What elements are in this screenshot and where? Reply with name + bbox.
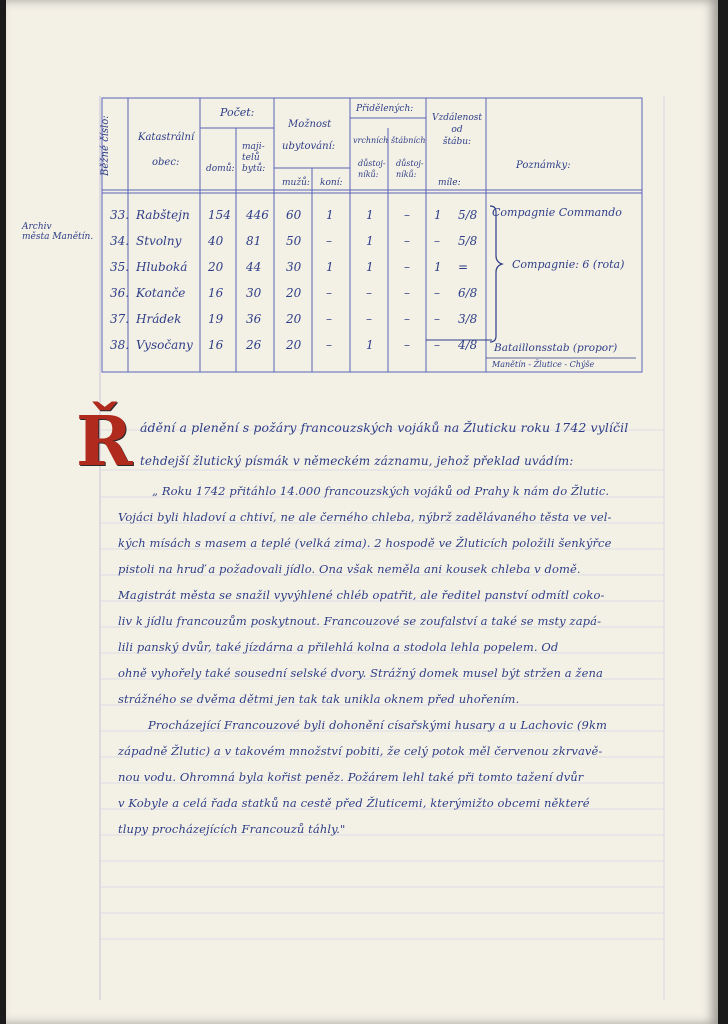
header-koni: koní: [320,178,343,188]
cell-obec: Rabštejn [136,208,190,222]
cell-koni: 1 [326,260,334,274]
text-line: ádění a plenění s požáry francouzských vojáků na Žluticku roku 1742 vylíčil [140,420,629,435]
cell-domu: 16 [208,338,224,352]
cell-domu: 16 [208,286,224,300]
cell-obec: Vysočany [136,338,193,352]
header-poznamky: Poznámky: [516,160,571,171]
note-batallion: Bataillonsstab (propor) [494,342,618,354]
cell-bytu: 446 [246,208,269,222]
text-line: „ Roku 1742 přitáhlo 14.000 francouzských vojáků od Prahy k nám do Žlutic. [152,484,610,498]
cell-vrchnich: 1 [366,234,374,248]
header-vrchnich: vrchních [353,136,389,145]
cell-vrchnich: 1 [366,338,374,352]
cell-bytu: 44 [246,260,262,274]
text-line: liv k jídlu francouzům poskytnout. Francouzové se zoufalství a také se msty zapá- [118,614,602,628]
header-text: níků: [396,170,417,179]
cell-muzu: 30 [286,260,302,274]
header-pocet: Počet: [220,106,255,119]
header-text: ubytování: [282,141,336,152]
header-text: telů [242,153,260,163]
document-page [6,0,718,1024]
cell-muzu: 20 [286,338,302,352]
cell-stabnich: – [404,234,410,248]
header-obec [138,132,194,168]
cell-obec: Stvolny [136,234,182,248]
text-line: kých mísách s masem a teplé (velká zima). 2 hospodě ve Žluticích položili šenkýřce [118,536,612,550]
margin-note-line: města Manětín. [22,232,94,242]
cell-vzdalenost-cele: 1 [434,260,442,274]
cell-number: 34. [110,234,130,248]
header-text: Možnost [288,119,332,130]
cell-koni: 1 [326,208,334,222]
text-line: západně Žlutic) a v takovém množství pobiti, že celý potok měl červenou zkrvavě- [118,744,603,758]
cell-koni: – [326,286,332,300]
cell-stabnich: – [404,338,410,352]
header-text: Katastrální [138,132,195,143]
cell-obec: Hrádek [136,312,182,326]
margin-note-line: Archiv [22,222,52,232]
cell-obec: Hluboká [136,260,188,274]
text-line: nou vodu. Ohromná byla kořist peněz. Požárem lehl také při tomto tažení dvůr [118,770,584,784]
header-dustojniku-vrch [358,158,386,180]
text-line: strážného se dvěma dětmi jen tak tak unikla oknem před uhořením. [118,692,520,706]
cell-bytu: 30 [246,286,262,300]
header-text: štábu: [442,137,472,147]
header-text: důstoj- [396,159,424,168]
cell-stabnich: – [404,312,410,326]
decorated-initial: Ř [76,402,133,482]
header-text: Vzdálenost [431,113,483,123]
text-line: tlupy procházejících Francouzů táhly." [118,822,346,836]
cell-number: 37. [110,312,130,326]
text-line: Vojáci byli hladoví a chtiví, ne ale černého chleba, nýbrž zadělávaného těsta ve vel- [118,510,612,524]
cell-domu: 20 [208,260,224,274]
header-text: níků: [358,170,379,179]
cell-bytu: 36 [246,312,262,326]
cell-vzdalenost-zlomek: 6/8 [458,286,478,300]
header-dustojniku-stab [396,158,424,180]
note-compagnie: Compagnie: 6 (rota) [512,258,625,271]
cell-obec: Kotanče [136,286,186,300]
header-text: bytů: [242,164,266,174]
header-muzu: mužů: [282,178,310,188]
cell-stabnich: – [404,260,410,274]
header-moznost [282,114,336,158]
cell-domu: 154 [208,208,231,222]
note-commando: Compagnie Commando [492,206,622,219]
cell-vzdalenost-zlomek: 4/8 [458,338,478,352]
text-line: tehdejší žlutický písmák v německém záznamu, jehož překlad uvádím: [140,454,574,468]
cell-number: 38. [110,338,130,352]
cell-vzdalenost-zlomek: 5/8 [458,208,478,222]
text-line: Magistrát města se snažil vyvýhlené chléb opatřit, ale ředitel panství odmítl coko- [118,588,605,602]
cell-vrchnich: 1 [366,208,374,222]
cell-koni: – [326,234,332,248]
cell-bytu: 81 [246,234,262,248]
text-line: Procházející Francouzové byli dohonění císařskými husary a u Lachovic (9km [148,718,608,732]
text-line: ohně vyhořely také sousední selské dvory. Strážný domek musel být stržen a žena [118,666,603,680]
cell-vzdalenost-cele: 1 [434,208,442,222]
cell-muzu: 60 [286,208,302,222]
header-mile: míle: [438,178,461,188]
cell-vzdalenost-zlomek: = [458,260,469,274]
cell-vrchnich: – [366,312,372,326]
cell-koni: – [326,338,332,352]
cell-stabnich: – [404,208,410,222]
cell-bytu: 26 [246,338,262,352]
cell-number: 33. [110,208,130,222]
text-line: v Kobyle a celá řada statků na cestě před Žluticemi, kterýmižto obcemi některé [118,796,590,810]
note-batallion-sub: Manětín - Žlutice - Chýše [492,360,595,369]
cell-muzu: 20 [286,312,302,326]
header-stabnich: štábních [391,136,426,145]
cell-number: 36. [110,286,130,300]
cell-vzdalenost-zlomek: 5/8 [458,234,478,248]
header-vzdalenost [430,112,484,148]
cell-vrchnich: 1 [366,260,374,274]
cell-vzdalenost-cele: – [434,234,440,248]
cell-vrchnich: – [366,286,372,300]
cell-domu: 40 [208,234,224,248]
cell-muzu: 50 [286,234,302,248]
header-domu: domů: [206,164,235,174]
cell-vzdalenost-cele: – [434,286,440,300]
text-line: lili panský dvůr, také jízdárna a přilehlá kolna a stodola lehla popelem. Od [118,640,559,654]
header-majitelu [242,142,265,175]
cell-number: 35. [110,260,130,274]
header-text: obec: [152,157,180,168]
cell-vzdalenost-cele: – [434,338,440,352]
header-pridelenych: Přidělených: [356,104,414,114]
header-text: maji- [242,142,265,152]
cell-domu: 19 [208,312,224,326]
cell-vzdalenost-cele: – [434,312,440,326]
text-line: pistoli na hruď a požadovali jídlo. Ona však neměla ani kousek chleba v domě. [118,562,581,576]
archive-margin-note [22,222,93,242]
cell-stabnich: – [404,286,410,300]
header-bezne-cislo: Běžné číslo: [100,115,111,176]
header-text: od [451,125,463,135]
header-text: důstoj- [358,159,386,168]
cell-muzu: 20 [286,286,302,300]
cell-koni: – [326,312,332,326]
cell-vzdalenost-zlomek: 3/8 [458,312,478,326]
